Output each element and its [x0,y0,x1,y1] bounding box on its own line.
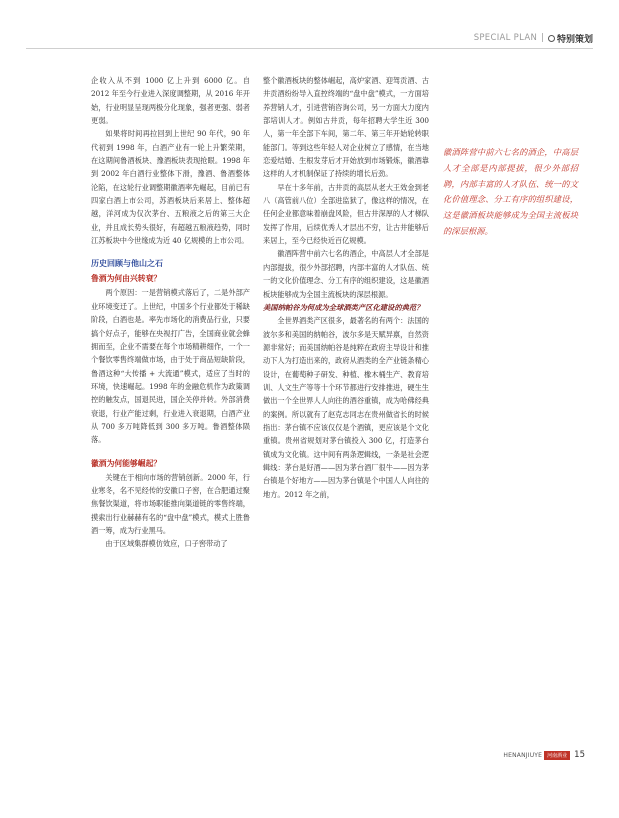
body-paragraph-gujing: 早在十多年前，古井贡的高层从老大王效金到老八（高管前八位）全部进监狱了，像这样的情况，在任何企业都意味着崩盘风险，但古井深厚的人才梯队发挥了作用，后续优秀人才层出不穷，让古井能够后来居上，至今已经快近百亿规模。 [263,182,429,246]
body-paragraph-cluster: 由于区域集群模仿效应，口子窖带动了 [105,539,228,549]
section-title: 历史回顾与他山之石 [91,259,163,269]
header-separator: | [541,33,544,43]
question-heading: 美国纳帕谷为何成为全球酒类产区化建设的典范？ [263,302,424,312]
section-label-en: SPECIAL PLAN [473,33,538,43]
body-paragraph-lu-wine: 两个原因：一是营销模式落后了，二是外部产业环境变迁了。上世纪，中国多个行业都处于稀缺阶段，白酒也是。率先市场化的消费品行业，只要搞个好点子，能够在央视打广告，全国商业就会蜂拥而至，企业不需要在每个市场精耕细作，一个一个餐饮零售终端做市场，由于处于商品短缺阶段，鲁酒这种“大传播 + 大流通”模式，适应了当时的环境，快速崛起。1998 年的金融危机作为政策调控的触发点，国退民进，国企关停并转。外部消费衰退，行业产能过剩，行业进入衰退期，白酒产业从 700 多万吨降低到 300 多万吨。鲁酒整体陨落。 [91,288,250,445]
spacer [91,247,250,256]
pull-quote: 徽酒阵营中前六七名的酒企，中高层人才全部是内部提拔，很少外部招聘，内部丰富的人才队伍、统一的文化价值理念、分工有序的组织建设，这是徽酒板块能够成为全国主流板块的深层根源。 [443,147,578,236]
body-paragraph-talent-pool: 徽酒阵营中前六七名的酒企，中高层人才全部是内部提拔，很少外部招聘，内部丰富的人才队伍、统一的文化价值理念、分工有序的组织建设，这是徽酒板块能够成为全国主流板块的深层根源。 [263,249,429,299]
article-column-middle [263,74,429,501]
section-label-cn: 特别策划 [556,34,593,45]
article-column-left [91,74,250,551]
page-footer [503,750,585,760]
magazine-name-cn: 河南酒业 [544,751,570,760]
magazine-name-en: HENANJIUYE [503,751,543,759]
intro-paragraph-2: 如果将时间再拉回到上世纪 90 年代，90 年代初到 1998 年，白酒产业有一轮上升繁荣期，在这期间鲁酒板块、豫酒板块表现抢眼。1998 年到 2002 年白酒行业整体下滑，豫酒、鲁酒整体沦陷，在这轮行业调整期徽酒率先崛起，目前已有四家白酒上市公司，苏酒板块后来居上、整体超越，洋河成为仅次茅台、五粮液之后的第三大企业，并且成长势头很好，有超越五粮液趋势，同时江苏板块中今世缘成为近 40 亿规模的上市公司。 [91,129,250,246]
page-header [474,30,593,46]
intro-paragraph-1: 企收入从不到 1000 亿上升到 6000 亿。自 2012 年至今行业进入深度调整期，从 2016 年开始，行业明显呈现两极分化现象，强者更强、弱者更弱。 [91,76,250,126]
body-paragraph-talent: 整个徽酒板块的整体崛起，高炉家酒、迎驾贡酒、古井贡酒纷纷导入直控终端的“盘中盘”模式，一方面培养营销人才，引进营销咨询公司，另一方面大力度内部培训人才。例如古井贡，每年招聘大学生近 300 人，第一年全部下车间，第二年、第三年开始轮转职能部门。等到这些年轻人对企业树立了感情，在当地恋爱结婚、生根发芽后才开始放到市场锻炼，徽酒靠这样的人才机制保证了持续的增长后劲。 [263,76,429,179]
subheading-lu-wine: 鲁酒为何由兴转衰？ [91,274,162,284]
subheading-hui-wine: 徽酒为何能够崛起？ [91,458,162,468]
body-paragraph-hui-wine: 关键在于相向市场的营销创新。2000 年，行业寒冬，名不见经传的安徽口子窖，在合肥通过聚焦餐饮渠道，将市场职能推向渠道链的零售终端，摸索出行业赫赫有名的“盘中盘”模式，模式上胜鲁酒一筹，成为行业黑马。 [91,472,250,535]
circle-icon [548,35,555,42]
page-number: 15 [574,750,585,760]
spacer [91,447,250,456]
header-divider [26,48,593,49]
body-paragraph-napa: 全世界酒类产区很多，最著名的有两个：法国的波尔多和美国的纳帕谷，波尔多是天赋异禀，自然资源非常好；而美国纳帕谷是纯粹在政府主导设计和推动下人为打造出来的，政府从酒类的全产业链条精心设计，在葡萄种子研发、种植、橡木桶生产、教育培训、人文生产等等十个环节都进行安排推进，硬生生做出一个全世界人人向往的酒谷重镇，成为哈佛经典的案例。所以就有了赵克志同志在贵州做省长的时候指出：茅台镇不应该仅仅是个酒镇，更应该是个文化重镇。贵州省规划对茅台镇投入 300 亿，打造茅台镇成为文化镇。这中间有两条逻辑线，一条是社会逻辑线：茅台是好酒——因为茅台酒厂很牛——因为茅台镇是个好地方——因为茅台镇是个中国人人向往的地方。2012 年之前， [263,316,429,499]
